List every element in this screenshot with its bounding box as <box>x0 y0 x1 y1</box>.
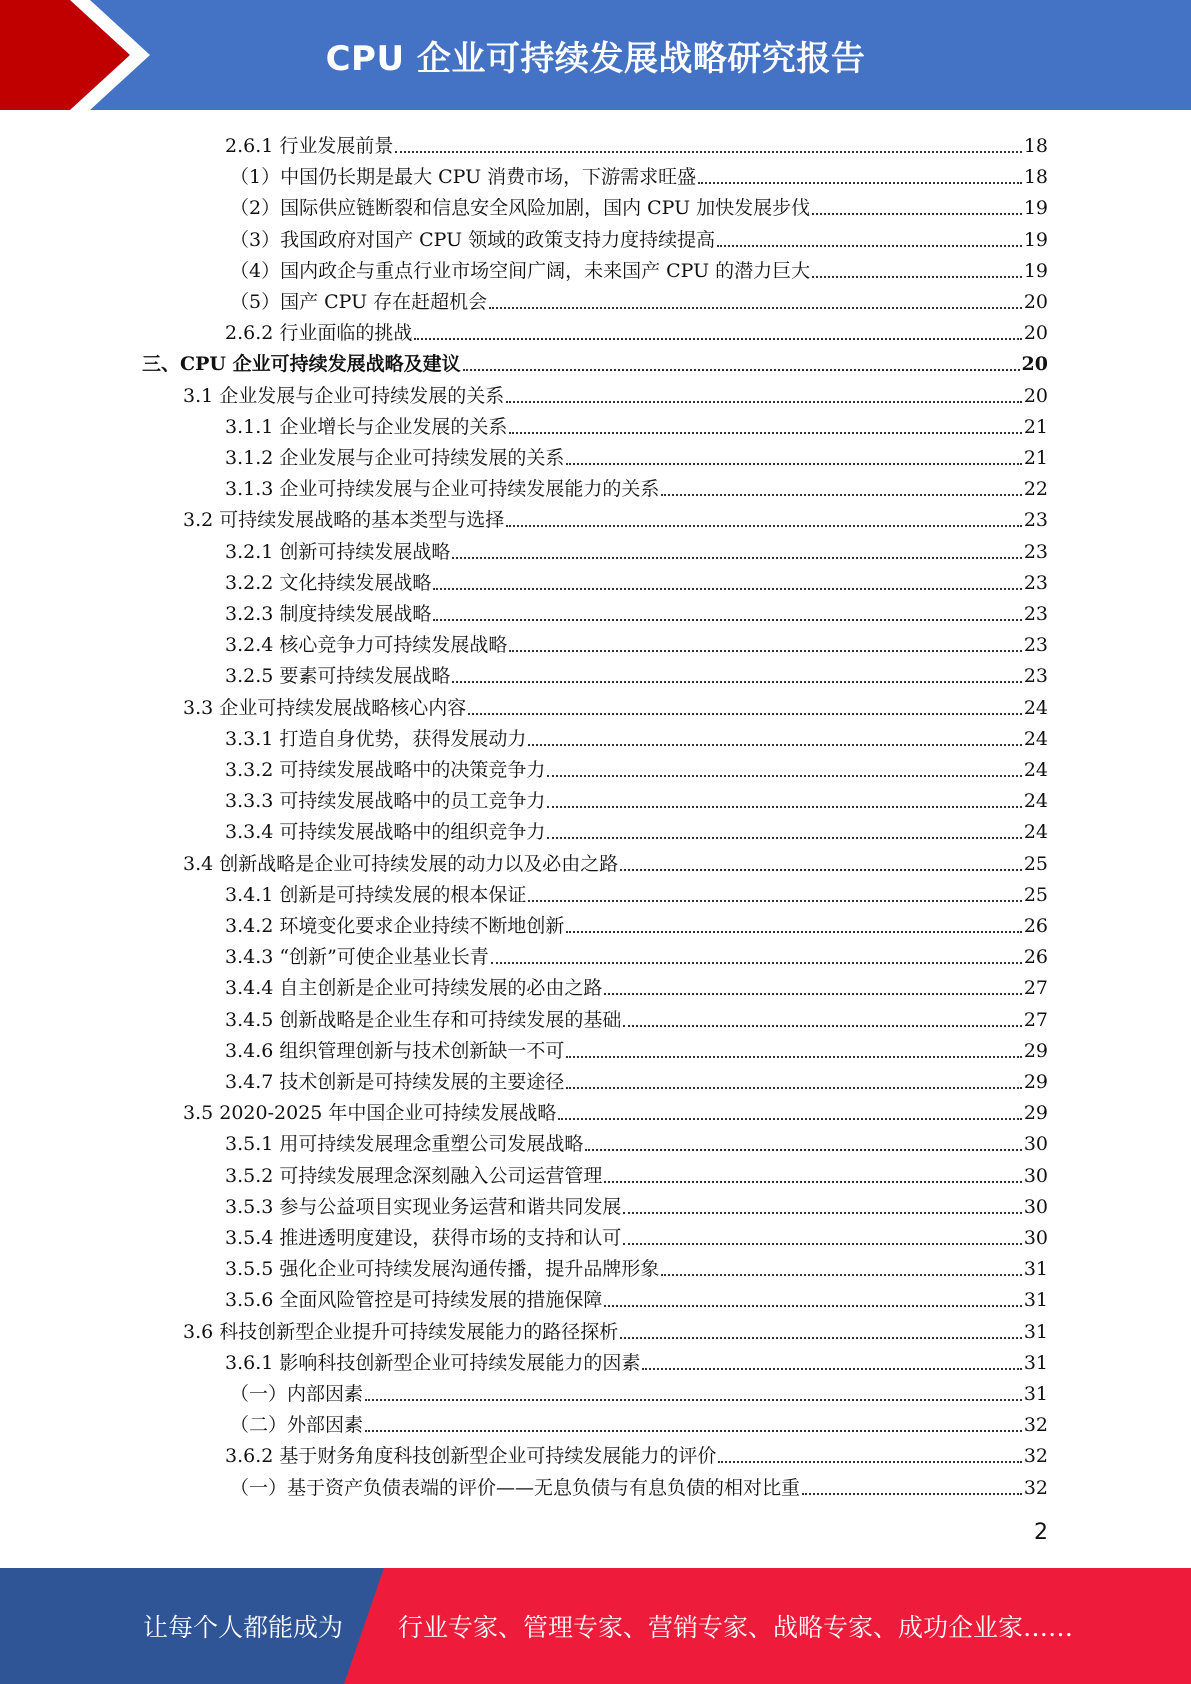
toc-entry-label: 3.4.5 创新战略是企业生存和可持续发展的基础 <box>225 1009 622 1031</box>
toc-entry[interactable] <box>225 751 1048 782</box>
toc-entry-page: 27 <box>1023 1009 1048 1031</box>
toc-entry-label: 3.2.1 创新可持续发展战略 <box>225 541 451 563</box>
toc-entry-label: 2.6.2 行业面临的挑战 <box>225 322 413 344</box>
toc-entry-page: 32 <box>1023 1445 1048 1467</box>
report-title: CPU 企业可持续发展战略研究报告 <box>325 38 866 79</box>
toc-leader-dots <box>528 744 1021 746</box>
toc-entry-page: 29 <box>1023 1040 1048 1062</box>
toc-entry-label: 3.2 可持续发展战略的基本类型与选择 <box>183 509 505 531</box>
toc-entry[interactable] <box>225 938 1048 969</box>
toc-leader-dots <box>491 962 1022 964</box>
toc-entry[interactable] <box>225 1157 1048 1188</box>
toc-entry[interactable] <box>225 907 1048 938</box>
toc-leader-dots <box>547 806 1021 808</box>
toc-leader-dots <box>547 837 1021 839</box>
toc-entry-label: 3.1.2 企业发展与企业可持续发展的关系 <box>225 447 565 469</box>
toc-leader-dots <box>566 1056 1021 1058</box>
toc-leader-dots <box>718 1461 1021 1463</box>
toc-entry[interactable] <box>230 158 1048 189</box>
toc-entry-label: （一）基于资产负债表端的评价——无息负债与有息负债的相对比重 <box>230 1477 801 1499</box>
toc-leader-dots <box>661 1274 1021 1276</box>
toc-entry-label: 3.2.5 要素可持续发展战略 <box>225 665 451 687</box>
toc-entry-label: 3.3.1 打造自身优势，获得发展动力 <box>225 728 527 750</box>
toc-entry-page: 31 <box>1023 1383 1048 1405</box>
toc-entry-label: （二）外部因素 <box>230 1414 364 1436</box>
toc-entry[interactable] <box>225 1032 1048 1063</box>
toc-entry-page: 31 <box>1023 1258 1048 1280</box>
toc-entry-page: 22 <box>1023 478 1048 500</box>
page-number: 2 <box>1034 1520 1048 1545</box>
toc-entry-page: 32 <box>1023 1414 1048 1436</box>
toc-entry-label: 3.4.2 环境变化要求企业持续不断地创新 <box>225 915 565 937</box>
toc-entry[interactable] <box>225 564 1048 595</box>
toc-entry[interactable] <box>225 813 1048 844</box>
page-footer <box>0 1568 1191 1684</box>
toc-entry-label: 3.3.4 可持续发展战略中的组织竞争力 <box>225 821 546 843</box>
toc-entry-label: 3.3 企业可持续发展战略核心内容 <box>183 697 467 719</box>
toc-entry-label: 3.1.1 企业增长与企业发展的关系 <box>225 416 508 438</box>
toc-entry-page: 18 <box>1023 166 1048 188</box>
toc-entry-page: 29 <box>1023 1102 1048 1124</box>
toc-entry-page: 30 <box>1023 1133 1048 1155</box>
toc-entry[interactable] <box>225 533 1048 564</box>
toc-leader-dots <box>509 650 1021 652</box>
toc-entry-label: 3.4.6 组织管理创新与技术创新缺一不可 <box>225 1040 565 1062</box>
toc-entry[interactable] <box>183 1313 1048 1344</box>
toc-entry-page: 31 <box>1023 1321 1048 1343</box>
toc-entry[interactable] <box>225 626 1048 657</box>
toc-entry[interactable] <box>225 1437 1048 1468</box>
toc-leader-dots <box>506 401 1022 403</box>
toc-entry[interactable] <box>225 876 1048 907</box>
toc-entry-page: 19 <box>1023 229 1048 251</box>
toc-entry-page: 18 <box>1023 135 1048 157</box>
toc-leader-dots <box>433 619 1021 621</box>
toc-entry-label: 3.2.2 文化持续发展战略 <box>225 572 432 594</box>
toc-entry-label: （一）内部因素 <box>230 1383 364 1405</box>
toc-entry[interactable] <box>183 845 1048 876</box>
footer-slogan-left: 让每个人都能成为 <box>143 1613 344 1642</box>
toc-entry-label: 3.5.5 强化企业可持续发展沟通传播，提升品牌形象 <box>225 1258 660 1280</box>
toc-entry[interactable] <box>225 439 1048 470</box>
toc-entry-page: 20 <box>1023 385 1048 407</box>
toc-entry-page: 23 <box>1023 572 1048 594</box>
toc-entry-page: 21 <box>1023 416 1048 438</box>
toc-entry-page: 19 <box>1023 197 1048 219</box>
toc-entry[interactable] <box>230 189 1048 220</box>
toc-leader-dots <box>452 681 1021 683</box>
toc-entry[interactable] <box>225 1250 1048 1281</box>
toc-leader-dots <box>365 1430 1022 1432</box>
toc-entry-label: 3.6.1 影响科技创新型企业可持续发展能力的因素 <box>225 1352 641 1374</box>
toc-entry-label: 3.3.3 可持续发展战略中的员工竞争力 <box>225 790 546 812</box>
toc-entry-label: （1）中国仍长期是最大 CPU 消费市场，下游需求旺盛 <box>230 166 697 188</box>
toc-entry[interactable] <box>183 501 1048 532</box>
toc-entry-label: 3.4 创新战略是企业可持续发展的动力以及必由之路 <box>183 853 619 875</box>
toc-entry[interactable] <box>230 1469 1048 1500</box>
footer-slogan-right: 行业专家、管理专家、营销专家、战略专家、成功企业家…… <box>398 1613 1074 1642</box>
toc-entry-label: 三、CPU 企业可持续发展战略及建议 <box>142 353 461 375</box>
toc-entry[interactable] <box>225 1188 1048 1219</box>
toc-entry-label: （3）我国政府对国产 CPU 领域的政策支持力度持续提高 <box>230 229 716 251</box>
toc-entry[interactable] <box>225 782 1048 813</box>
toc-entry-page: 23 <box>1023 665 1048 687</box>
toc-leader-dots <box>414 338 1021 340</box>
toc-entry-label: 3.5.6 全面风险管控是可持续发展的措施保障 <box>225 1289 603 1311</box>
page-header <box>0 0 1191 110</box>
toc-entry-page: 31 <box>1023 1289 1048 1311</box>
toc-leader-dots <box>509 432 1021 434</box>
toc-entry[interactable] <box>225 1063 1048 1094</box>
toc-leader-dots <box>623 1243 1021 1245</box>
toc-entry-label: 3.6.2 基于财务角度科技创新型企业可持续发展能力的评价 <box>225 1445 717 1467</box>
toc-entry-page: 24 <box>1023 728 1048 750</box>
toc-entry-page: 23 <box>1023 634 1048 656</box>
toc-leader-dots <box>812 276 1022 278</box>
toc-entry-label: 2.6.1 行业发展前景 <box>225 135 394 157</box>
toc-leader-dots <box>395 151 1021 153</box>
toc-entry-page: 23 <box>1023 541 1048 563</box>
toc-entry-page: 30 <box>1023 1227 1048 1249</box>
toc-entry-page: 24 <box>1023 790 1048 812</box>
toc-entry-page: 26 <box>1023 946 1048 968</box>
toc-entry[interactable] <box>225 314 1048 345</box>
toc-entry-label: 3.3.2 可持续发展战略中的决策竞争力 <box>225 759 546 781</box>
toc-entry-page: 32 <box>1023 1477 1048 1499</box>
toc-leader-dots <box>620 869 1022 871</box>
toc-leader-dots <box>468 713 1022 715</box>
toc-entry[interactable] <box>225 1219 1048 1250</box>
toc-entry[interactable] <box>225 1281 1048 1312</box>
toc-entry-label: 3.2.3 制度持续发展战略 <box>225 603 432 625</box>
toc-entry[interactable] <box>225 127 1048 158</box>
toc-entry[interactable] <box>225 969 1048 1000</box>
toc-leader-dots <box>717 245 1022 247</box>
toc-leader-dots <box>642 1368 1021 1370</box>
toc-leader-dots <box>489 307 1022 309</box>
toc-entry[interactable] <box>225 595 1048 626</box>
toc-entry-label: 3.5.1 用可持续发展理念重塑公司发展战略 <box>225 1133 584 1155</box>
toc-leader-dots <box>566 1087 1021 1089</box>
toc-entry[interactable] <box>225 1344 1048 1375</box>
toc-entry[interactable] <box>225 470 1048 501</box>
toc-entry-label: 3.5 2020-2025 年中国企业可持续发展战略 <box>183 1102 557 1124</box>
toc-leader-dots <box>365 1399 1022 1401</box>
toc-leader-dots <box>604 1305 1021 1307</box>
toc-entry[interactable] <box>225 720 1048 751</box>
toc-entry-label: 3.5.3 参与公益项目实现业务运营和谐共同发展 <box>225 1196 622 1218</box>
toc-entry[interactable] <box>230 221 1048 252</box>
toc-entry-label: 3.4.1 创新是可持续发展的根本保证 <box>225 884 527 906</box>
toc-leader-dots <box>566 463 1021 465</box>
toc-leader-dots <box>620 1337 1022 1339</box>
toc-entry[interactable] <box>183 377 1048 408</box>
toc-entry-page: 21 <box>1023 447 1048 469</box>
toc-leader-dots <box>604 993 1021 995</box>
toc-entry-label: （2）国际供应链断裂和信息安全风险加剧，国内 CPU 加快发展步伐 <box>230 197 811 219</box>
toc-entry-page: 24 <box>1023 697 1048 719</box>
toc-leader-dots <box>433 588 1021 590</box>
toc-entry-page: 20 <box>1023 322 1048 344</box>
toc-entry-page: 26 <box>1023 915 1048 937</box>
toc-entry-label: 3.1.3 企业可持续发展与企业可持续发展能力的关系 <box>225 478 660 500</box>
toc-leader-dots <box>558 1118 1021 1120</box>
toc-entry-label: 3.2.4 核心竞争力可持续发展战略 <box>225 634 508 656</box>
toc-entry[interactable] <box>225 1001 1048 1032</box>
toc-entry-page: 20 <box>1023 291 1048 313</box>
toc-entry-label: 3.4.7 技术创新是可持续发展的主要途径 <box>225 1071 565 1093</box>
toc-entry-page: 30 <box>1023 1165 1048 1187</box>
toc-leader-dots <box>566 931 1021 933</box>
toc-entry[interactable] <box>230 283 1048 314</box>
toc-leader-dots <box>604 1181 1021 1183</box>
toc-entry-page: 24 <box>1023 759 1048 781</box>
toc-leader-dots <box>452 557 1021 559</box>
toc-entry-page: 23 <box>1023 509 1048 531</box>
toc-entry-label: （4）国内政企与重点行业市场空间广阔，未来国产 CPU 的潜力巨大 <box>230 260 811 282</box>
toc-leader-dots <box>698 182 1022 184</box>
toc-entry[interactable] <box>225 657 1048 688</box>
toc-entry-label: 3.4.4 自主创新是企业可持续发展的必由之路 <box>225 977 603 999</box>
toc-entry-label: 3.4.3 “创新”可使企业基业长青 <box>225 946 489 968</box>
toc-entry-label: 3.5.4 推进透明度建设，获得市场的支持和认可 <box>225 1227 622 1249</box>
toc-entry[interactable] <box>230 252 1048 283</box>
toc-entry-page: 23 <box>1023 603 1048 625</box>
toc-leader-dots <box>463 369 1020 371</box>
toc-entry[interactable] <box>225 1125 1048 1156</box>
toc-entry[interactable] <box>225 408 1048 439</box>
toc-entry-page: 19 <box>1023 260 1048 282</box>
toc-entry[interactable] <box>230 1406 1048 1437</box>
toc-entry-label: （5）国产 CPU 存在赶超机会 <box>230 291 488 313</box>
toc-leader-dots <box>802 1493 1022 1495</box>
toc-leader-dots <box>528 900 1021 902</box>
toc-leader-dots <box>623 1212 1021 1214</box>
toc-entry-page: 31 <box>1023 1352 1048 1374</box>
toc-entry-label: 3.1 企业发展与企业可持续发展的关系 <box>183 385 505 407</box>
toc-leader-dots <box>812 213 1022 215</box>
toc-entry-label: 3.5.2 可持续发展理念深刻融入公司运营管理 <box>225 1165 603 1187</box>
toc-entry[interactable] <box>142 345 1048 376</box>
toc-entry-page: 30 <box>1023 1196 1048 1218</box>
toc-entry-page: 24 <box>1023 821 1048 843</box>
toc-entry-page: 27 <box>1023 977 1048 999</box>
toc-entry-page: 25 <box>1023 884 1048 906</box>
toc-leader-dots <box>547 775 1021 777</box>
toc-entry-page: 20 <box>1021 353 1048 375</box>
toc-leader-dots <box>506 525 1022 527</box>
toc-entry[interactable] <box>183 1094 1048 1125</box>
toc-leader-dots <box>623 1025 1021 1027</box>
toc-entry[interactable] <box>230 1375 1048 1406</box>
toc-entry-page: 25 <box>1023 853 1048 875</box>
toc-leader-dots <box>585 1149 1021 1151</box>
toc-entry[interactable] <box>183 689 1048 720</box>
toc-entry-page: 29 <box>1023 1071 1048 1093</box>
toc-leader-dots <box>661 494 1021 496</box>
toc-entry-label: 3.6 科技创新型企业提升可持续发展能力的路径探析 <box>183 1321 619 1343</box>
